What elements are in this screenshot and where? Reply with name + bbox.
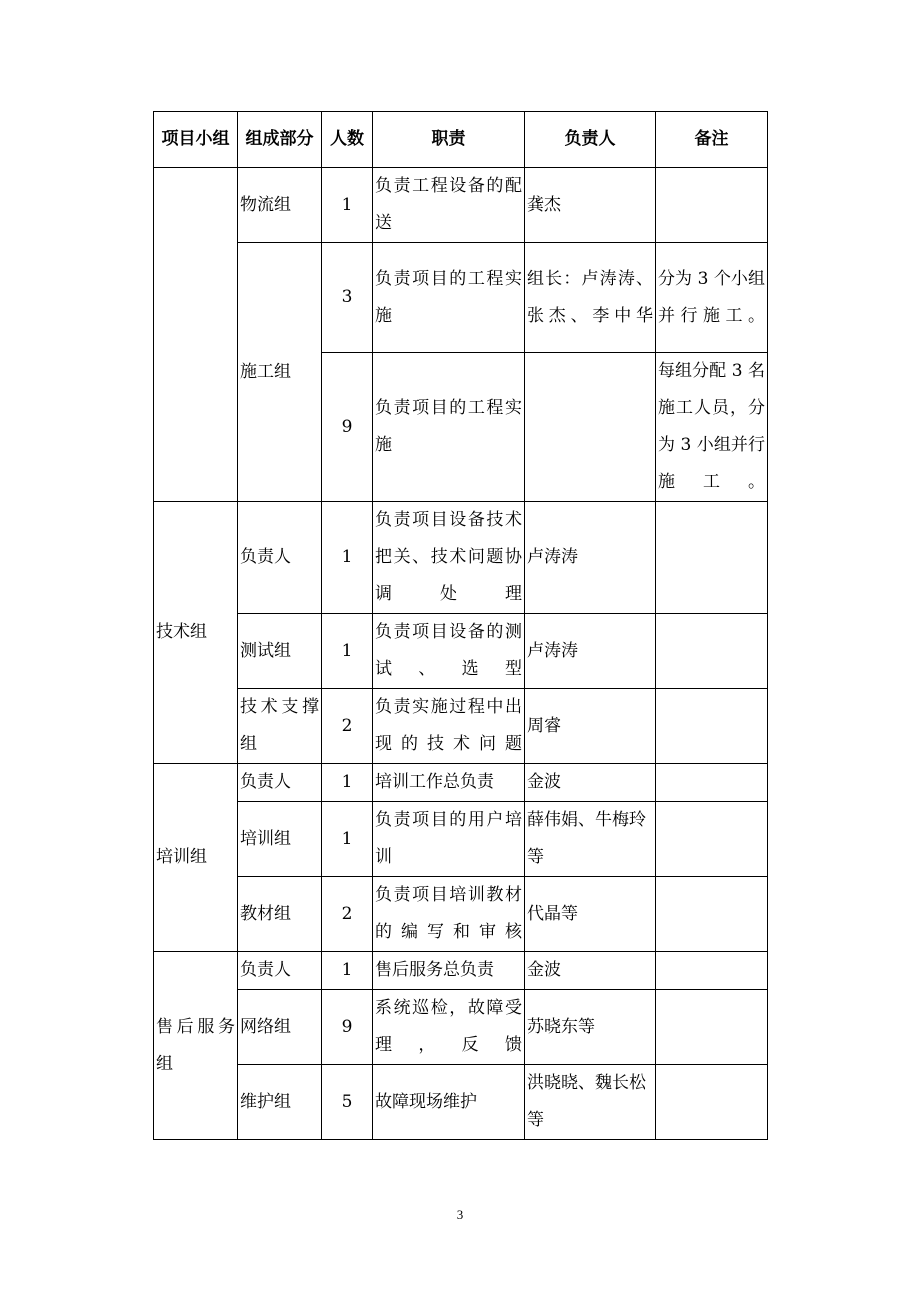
lead-cell: 金波 xyxy=(525,764,656,802)
duty-cell: 负责项目的工程实施 xyxy=(373,243,525,353)
lead-cell: 金波 xyxy=(525,952,656,990)
lead-cell: 龚杰 xyxy=(525,168,656,243)
duty-cell: 故障现场维护 xyxy=(373,1065,525,1140)
lead-cell: 代晶等 xyxy=(525,877,656,952)
header-duty: 职责 xyxy=(373,112,525,168)
group-cell: 培训组 xyxy=(154,764,238,952)
table-row xyxy=(154,1065,768,1140)
table-row xyxy=(154,689,768,764)
group-cell: 售后服务组 xyxy=(154,952,238,1140)
part-cell: 测试组 xyxy=(238,614,322,689)
lead-cell: 薛伟娟、牛梅玲等 xyxy=(525,802,656,877)
count-cell: 1 xyxy=(322,802,373,877)
part-cell: 物流组 xyxy=(238,168,322,243)
part-cell: 维护组 xyxy=(238,1065,322,1140)
table-row xyxy=(154,764,768,802)
header-note: 备注 xyxy=(656,112,768,168)
duty-cell: 负责工程设备的配送 xyxy=(373,168,525,243)
header-group: 项目小组 xyxy=(154,112,238,168)
lead-cell: 组长：卢涛涛、 张杰、李中华 xyxy=(525,243,656,353)
header-count: 人数 xyxy=(322,112,373,168)
count-cell: 5 xyxy=(322,1065,373,1140)
count-cell: 1 xyxy=(322,614,373,689)
table-row xyxy=(154,614,768,689)
part-cell: 网络组 xyxy=(238,990,322,1065)
note-cell xyxy=(656,990,768,1065)
table-row xyxy=(154,802,768,877)
count-cell: 9 xyxy=(322,353,373,502)
duty-cell: 售后服务总负责 xyxy=(373,952,525,990)
note-cell xyxy=(656,614,768,689)
note-cell xyxy=(656,802,768,877)
duty-cell: 负责项目设备的测试、选型 xyxy=(373,614,525,689)
header-part: 组成部分 xyxy=(238,112,322,168)
note-cell xyxy=(656,877,768,952)
count-cell: 1 xyxy=(322,502,373,614)
duty-cell: 系统巡检，故障受理，反馈 xyxy=(373,990,525,1065)
group-cell: 技术组 xyxy=(154,502,238,764)
duty-cell: 负责实施过程中出现的技术问题 xyxy=(373,689,525,764)
part-cell: 教材组 xyxy=(238,877,322,952)
table-row xyxy=(154,243,768,353)
part-cell: 施工组 xyxy=(238,243,322,502)
part-cell: 培训组 xyxy=(238,802,322,877)
note-cell: 每组分配 3 名施工人员，分为 3 小组并行施工。 xyxy=(656,353,768,502)
note-cell xyxy=(656,689,768,764)
lead-cell: 周睿 xyxy=(525,689,656,764)
duty-cell: 培训工作总负责 xyxy=(373,764,525,802)
lead-cell xyxy=(525,353,656,502)
table-row xyxy=(154,877,768,952)
count-cell: 3 xyxy=(322,243,373,353)
lead-cell: 卢涛涛 xyxy=(525,502,656,614)
note-cell xyxy=(656,764,768,802)
org-table xyxy=(153,111,768,1140)
duty-cell: 负责项目的工程实施 xyxy=(373,353,525,502)
part-cell: 负责人 xyxy=(238,502,322,614)
note-cell xyxy=(656,168,768,243)
part-cell: 负责人 xyxy=(238,764,322,802)
duty-cell: 负责项目设备技术把关、技术问题协调处理 xyxy=(373,502,525,614)
table-row xyxy=(154,952,768,990)
note-cell: 分为 3 个小组并行施工。 xyxy=(656,243,768,353)
lead-cell: 洪晓晓、魏长松等 xyxy=(525,1065,656,1140)
table-row xyxy=(154,990,768,1065)
header-lead: 负责人 xyxy=(525,112,656,168)
count-cell: 1 xyxy=(322,168,373,243)
lead-cell: 苏晓东等 xyxy=(525,990,656,1065)
count-cell: 2 xyxy=(322,877,373,952)
count-cell: 9 xyxy=(322,990,373,1065)
note-cell xyxy=(656,952,768,990)
note-cell xyxy=(656,1065,768,1140)
part-cell: 技术支撑组 xyxy=(238,689,322,764)
table-row xyxy=(154,168,768,243)
note-cell xyxy=(656,502,768,614)
duty-cell: 负责项目的用户培训 xyxy=(373,802,525,877)
duty-cell: 负责项目培训教材的编写和审核 xyxy=(373,877,525,952)
count-cell: 1 xyxy=(322,952,373,990)
group-cell xyxy=(154,168,238,502)
header-row xyxy=(154,112,768,168)
lead-cell: 卢涛涛 xyxy=(525,614,656,689)
part-cell: 负责人 xyxy=(238,952,322,990)
count-cell: 2 xyxy=(322,689,373,764)
table-row xyxy=(154,502,768,614)
count-cell: 1 xyxy=(322,764,373,802)
page-number: 3 xyxy=(456,1207,464,1222)
